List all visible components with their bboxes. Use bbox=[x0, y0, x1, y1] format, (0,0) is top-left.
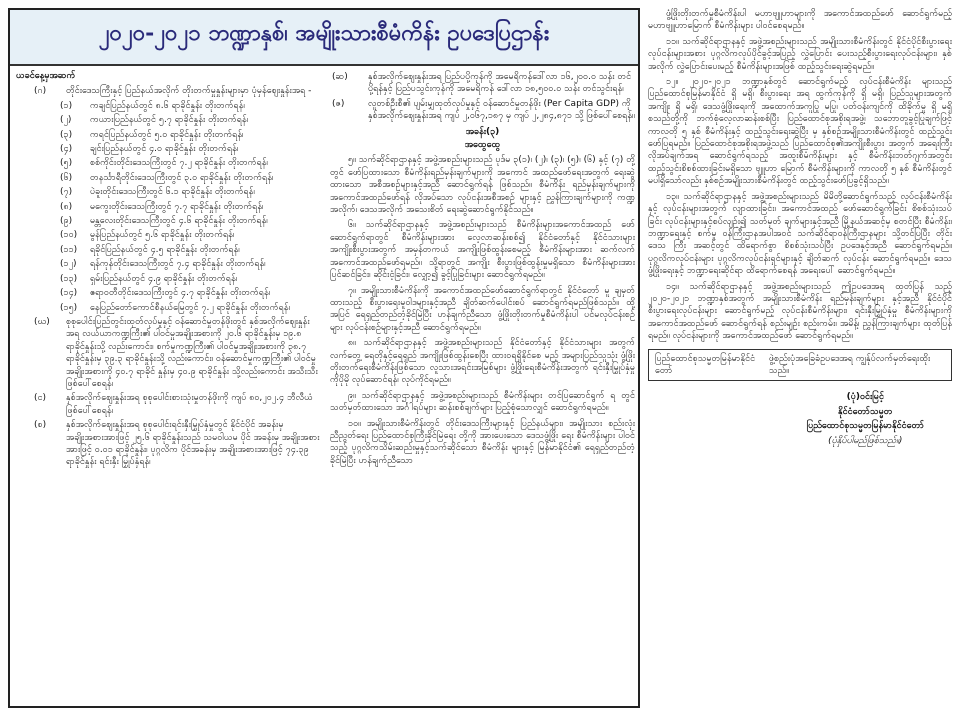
item-text: နှစ်အလိုက်ဈေးနှုန်းအရ စုစုပေါင်းစားသုံးမှုတန်ဖိုးကို ကျပ် ၈၀,၂၀၂.၄ ဘီလီယံ ဖြစ်ပေါ်စေရန်၊ bbox=[66, 393, 313, 416]
item-number: (၆) bbox=[60, 172, 73, 183]
column-right bbox=[648, 8, 952, 708]
item-number: (င) bbox=[34, 393, 47, 404]
item-number: (၃) bbox=[60, 129, 73, 140]
item-number: (၁၀) bbox=[60, 230, 78, 241]
list-item bbox=[16, 302, 321, 314]
item-text: နှစ်အလိုက်ဈေးနှုန်းအရ စုစုပေါင်းရင်းနှီးမြှုပ်နှံမှုတွင် နိုင်ငံပိုင် အခန်းမှ အချိုးအစားအားဖြင့် ၂၅.၆ ရာခိုင်နှုန်းသည် သမဝါယမ ပိုင် အခန်းမှ အချိုးအစားအားဖြင့် ၀.၀၁ ရာခိုင်နှုန်း၊ ပုဂ္ဂလိက ပိုင်အခန်းမှ အချိုးအစားအားဖြင့် ၇၄.၃၉ ရာခိုင်နှုန်း ရင်းနှီး မြှုပ်နှံရန်၊ bbox=[66, 420, 320, 468]
item-number: (၈) bbox=[60, 201, 73, 212]
list-item bbox=[16, 316, 321, 390]
paragraph: ၈။ သက်ဆိုင်ရာဌာနနှင့် အဖွဲ့အစည်းများသည် နိုင်ငံတော်နှင့် နိုင်ငံသားများ အတွက် လက်တွေ့ ရေတိုနှင့်ရေရှည် အကျိုးဖြစ်ထွန်းစေပြီး ထားဝရရှိနိုင်စေ မည့် အများပြည်သူသုံး ဖွံ့ဖြိုးတိုးတက်ရေးစီမံကိန်းဖြစ်သော လူသားအရင်းအမြစ်များ ဖွံ့ဖြိုးရေးစီမံကိန်းအတွက် ရင်းနှီးမြှုပ်နှံမှုကိုပိုမို လုပ်ဆောင်ရန်၊ လုပ်ကိုင်ရမည်။ bbox=[330, 338, 635, 386]
list-item bbox=[16, 244, 321, 256]
item-number: (၁၅) bbox=[60, 302, 78, 313]
section-items-middle bbox=[330, 71, 635, 123]
list-item bbox=[16, 172, 321, 184]
item-number: (စ) bbox=[34, 420, 47, 431]
list-item bbox=[330, 98, 635, 123]
item-number: (၇) bbox=[60, 187, 73, 198]
chapter-title: အထွေထွေ bbox=[464, 140, 501, 151]
list-item bbox=[16, 392, 321, 417]
list-item bbox=[16, 114, 321, 126]
paragraph: ၆။ သက်ဆိုင်ရာဌာနနှင့် အဖွဲ့အစည်းများသည် စီမံကိန်းများအကောင်အထည် ဖော်ဆောင်ရွက်ရာတွင် စီမံကိန်းများအား လေ့လာဆန်းစစ်၍ နိုင်ငံတော်နှင့် နိုင်ငံသားများ အကျိုးစီးပွားအတွက် အမှန်တကယ် အကျိုးဖြစ်ထွန်းစေမည့် စီမံကိန်းများအား ဆက်လက်အကောင်အထည်ဖော်ရမည်။ သို့ရာတွင် အကျိုး စီးပွားဖြစ်ထွန်းမှုမရှိသော စီမံကိန်းများအား ပြင်ဆင်ခြင်း၊ ဆိုင်းငံ့ခြင်း၊ လျှော့၍ ခွင့်ပြုခြင်းများ ဆောင်ရွက်ရမည်။ bbox=[330, 220, 635, 281]
signature-block bbox=[648, 387, 952, 451]
paragraph: ၁၃။ သက်ဆိုင်ရာဌာနနှင့် အဖွဲ့အစည်းများသည် မိမိတို့ဆောင်ရွက်သည့် လုပ်ငန်းစီမံကိန်းနှင့် လုပ်ငန်းများအတွက် လျာထားခြင်း၊ အကောင်အထည် ဖော်ဆောင်ရွက်ခြင်း စိစစ်သုံးသပ်ခြင်း လုပ်ငန်းများနှင့်စပ်လျဉ်း၍ သတ်မှတ် ချက်များနှင့်အညီ မြို့နယ်အဆင့်မှ စတင်ပြီး စီမံကိန်း၊ ဘဏ္ဍာရေးနှင့် စက်မှု ဝန်ကြီးဌာနအပါအဝင် သက်ဆိုင်ရာဝန်ကြီးဌာနများ သို့တင်ပြပြီး တိုင်းဒေသ ကြီး အဆင့်တွင် ထိရောက်စွာ စိစစ်သုံးသပ်ပြီး ဥပဒေနှင့်အညီ ဆောင်ရွက်ရမည်။ ပုဂ္ဂလိကလုပ်ငန်းများ ပုဂ္ဂလိကလုပ်ငန်းရှင်များနှင့် ချိတ်ဆက် လုပ်ငန်း ဆောင်ရွက်ရမည်။ ဒေသဖွံ့ဖြိုးရေးနှင့် ဘဏ္ဍာရေးဆိုင်ရာ ထိရောက်စေရန် အရေးပေါ် ဆောင်ရွက်ရမည်။ bbox=[648, 191, 952, 277]
chapter-heading: အခန်း(၃) bbox=[465, 126, 500, 137]
item-number: (၅) bbox=[60, 158, 73, 169]
item-text: မွန်ပြည်နယ်တွင် ၅.၆ ရာခိုင်နှုန်း တိုးတက်ရန်၊ bbox=[90, 230, 235, 241]
item-text: မန္တလေးတိုင်းဒေသကြီးတွင် ၄.၆ ရာခိုင်နှုန်း တိုးတက်ရန်၊ bbox=[90, 216, 268, 227]
item-text: နေပြည်တော်ကောင်စီနယ်မြေတွင် ၇.၂ ရာခိုင်နှုန်း တိုးတက်ရန်၊ bbox=[90, 302, 290, 313]
item-text: လူတစ်ဦးစီ၏ ပျမ်းမျှထုတ်လုပ်မှုနှင့် ဝန်ဆောင်မှုတန်ဖိုး (Per Capita GDP) ကို နှစ်အလိုက်ဈေးနှုန်းအရ ကျပ် ၂,၀၆၇,၁၈၇ မှ ကျပ် ၂,၂၈၄,၈၇၁ သို့ ဖြစ်ပေါ်စေရန်။ bbox=[368, 98, 635, 122]
list-item bbox=[16, 258, 321, 270]
item-text: ချင်းပြည်နယ်တွင် ၄.၀ ရာခိုင်နှုန်း တိုးတက်ရန်၊ bbox=[90, 144, 239, 155]
signature-notice bbox=[648, 349, 952, 382]
item-text: ရှမ်းပြည်နယ်တွင် ၄.၉ ရာခိုင်နှုန်း တိုးတက်ရန်၊ bbox=[90, 273, 238, 284]
section-items-left bbox=[16, 85, 321, 468]
signer-note: (ပုံနှိပ်ပါမည်ဖြစ်သည်။) bbox=[828, 435, 903, 446]
item-text: ကယားပြည်နယ်တွင် ၅.၇ ရာခိုင်နှုန်း တိုးတက်ရန်၊ bbox=[90, 115, 248, 126]
list-item bbox=[16, 129, 321, 141]
title-rule bbox=[10, 64, 638, 66]
item-text: ရန်ကုန်တိုင်းဒေသကြီးတွင် ၇.၄ ရာခိုင်နှုန်း တိုးတက်ရန်၊ bbox=[90, 259, 266, 270]
list-item bbox=[16, 201, 321, 213]
item-text: စစ်ကိုင်းတိုင်းဒေသကြီးတွင် ၇.၂ ရာခိုင်နှုန်း တိုးတက်ရန်၊ bbox=[90, 158, 268, 169]
list-item bbox=[16, 85, 321, 97]
continued-label: ယခင်နေ့မှအဆက် bbox=[16, 71, 76, 81]
list-item bbox=[16, 143, 321, 155]
item-number: (၁) bbox=[60, 100, 73, 111]
signer-role: နိုင်ငံတော်သမ္မတ bbox=[837, 406, 893, 417]
item-number: (ဃ) bbox=[34, 316, 50, 327]
item-number: (၁၂) bbox=[60, 259, 77, 270]
list-item bbox=[16, 100, 321, 112]
column-left bbox=[16, 70, 321, 702]
item-text: ကရင်ပြည်နယ်တွင် ၅.၀ ရာခိုင်နှုန်း တိုးတက်ရန်၊ bbox=[90, 129, 244, 140]
item-text: မကွေးတိုင်းဒေသကြီးတွင် ၇.၇ ရာခိုင်နှုန်း တိုးတက်ရန်၊ bbox=[90, 201, 264, 212]
paragraph: ၁၂။ ၂၀၂၀-၂၀၂၁ ဘဏ္ဍာနှစ်တွင် ဆောင်ရွက်မည့် လုပ်ငန်းစီမံကိန်း များသည် ပြည်ထောင်စုမြန်မာနိုင်ငံ ရှိ မရှိ၊ စီးပွားရေး အရ ထွက်ကုန်ကို ရှိ မရှိ၊ ပြည်သူများအတွက် အကျိုး ရှိ မရှိ၊ ဒေသဖွံ့ဖြိုးရေးကို အထောက်အကူပြု မပြု၊ ပတ်ဝန်းကျင်ကို ထိခိုက်မှု ရှိ မရှိ စသည်တို့ကို ဘက်စုံလေ့လာဆန်းစစ်ပြီး ပြည်ထောင်စုအစိုးရအဖွဲ့၊ သဘောတူခွင့်ပြုချက်ဖြင့် ကာလတို ၅ နှစ် စီမံကိန်းနှင့် ထည့်သွင်းရေးဆွဲပြီး မှ နှစ်စဉ်အမျိုးသားစီမံကိန်းတွင် ထည့်သွင်း ဖော်ပြရမည်။ ပြည်ထောင်စုအစိုးရအဖွဲ့သည် ပြည်ထောင်စု၏အကျိုးစီးပွား အတွက် အရေးကြီးလိုအပ်ချက်အရ ဆောင်ရွက်ရသည့် အထူးစီမံကိန်းများ နှင့် စီမံကိန်းဘတ်ဂျက်အတွင်း ထည့်သွင်းစိစစ်ထားခြင်းမရှိသော ဗျူဟာ မြောက် စီမံကိန်းများကို ကာလတို ၅ နှစ် စီမံကိန်းတွင် မပါရှိသော်လည်း နှစ်စဉ်အမျိုးသားစီမံကိန်းတွင် ထည့်သွင်းဖော်ပြခွင့်ရှိသည်။ bbox=[648, 77, 952, 187]
paragraph: ၁၀။ အမျိုးသားစီမံကိန်းတွင် တိုင်းဒေသကြီးများနှင့် ပြည်နယ်များ၊ အမျိုးသား စည်းလုံးညီညွတ်ရေး ပြည်ထောင်စုကြီးခိုင်မြဲရေး တို့ကို အားပေးသော ဒေသဖွံ့ဖြိုး ရေး စီမံကိန်းများ ပါဝင်သည့် ပုဂ္ဂလိကသိမ်းဆည်းမှုနှင့်သက်ဆိုင်သော စီမံကိန်း များနှင့် မြန်မာနိုင်ငံ၏ ရေရှည်တည်တံ့ခိုင်မြဲပြီး ဟန်ချက်ညီသော bbox=[330, 418, 635, 466]
item-number: (ဇ) bbox=[332, 98, 345, 109]
item-number: (၁၄) bbox=[60, 288, 78, 299]
item-number: (၉) bbox=[60, 216, 73, 227]
list-item bbox=[16, 157, 321, 169]
paragraph: ၅။ သက်ဆိုင်ရာဌာနနှင့် အဖွဲ့အစည်းများသည် ပုဒ်မ ၃(၁)၊ (၂)၊ (၃)၊ (၅)၊ (၆) နှင့် (၇) တို့တွင် ဖော်ပြထားသော စီမံကိန်းရည်မှန်းချက်များကို အကောင် အထည်ဖော်ရေးအတွက် ရေးဆွဲထားသော အစီအစဉ်များနှင့်အညီ ဆောင်ရွက်ရန် ဖြစ်သည်။ စီမံကိန်း ရည်မှန်းချက်များကို အကောင်အထည်ဖော်ရန် လိုအပ်သော လုပ်ငန်းအစီအစဉ် များနှင့် ညွှန်ကြားချက်များကို ကဏ္ဍအလိုက်၊ ဒေသအလိုက် အသေးစိတ် ရေးဆွဲဆောင်ရွက်နိုင်သည်။ bbox=[330, 155, 635, 216]
item-text: စုစုပေါင်းပြည်တွင်းထုတ်လုပ်မှုနှင့် ဝန်ဆောင်မှုတန်ဖိုးတွင် နှစ်အလိုက်ဈေးနှုန်းအရ လယ်ယာကဏ္ဍကြီး၏ ပါဝင်မှုအချိုးအစားကို ၂၀.၆ ရာခိုင်နှုန်းမှ ၁၉.၈ ရာခိုင်နှုန်းသို့ လည်းကောင်း၊ စက်မှုကဏ္ဍကြီး၏ ပါဝင်မှုအချိုးအစားကို ၃၈.၇ ရာခိုင်နှုန်းမှ ၃၉.၃ ရာခိုင်နှုန်းသို့ လည်းကောင်း၊ ဝန်ဆောင်မှုကဏ္ဍကြီး၏ ပါဝင်မှုအချိုးအစားကို ၄၀.၇ ရာခိုင် နှုန်းမှ ၄၀.၉ ရာခိုင်နှုန်း သို့လည်းကောင်း အသီးသီးဖြစ်ပေါ်စေရန်၊ bbox=[66, 316, 318, 389]
list-item bbox=[16, 419, 321, 469]
item-text: ပဲခူးတိုင်းဒေသကြီးတွင် ၆.၁ ရာခိုင်နှုန်း တိုးတက်ရန်၊ bbox=[90, 187, 255, 198]
item-text: ရခိုင်ပြည်နယ်တွင် ၄.၅ ရာခိုင်နှုန်း တိုးတက်ရန်၊ bbox=[90, 244, 240, 255]
article-title: ၂၀၂၀-၂၀၂၁ ဘဏ္ဍာနှစ်၊ အမျိုးသားစီမံကိန်း ဥပဒေပြဌာန်း bbox=[98, 20, 550, 46]
list-item bbox=[16, 215, 321, 227]
paragraph: ၁၁။ သက်ဆိုင်ရာဌာနနှင့် အဖွဲ့အစည်းများသည် အမျိုးသားစီမံကိန်းတွင် နိုင်ငံပိုင်စီးပွားရေးလုပ်ငန်းများအစား ပုဂ္ဂလိကလုပ်ပိုင်ခွင့်အပြည့် လွှဲပြောင်း ပေးသည့်စီးပွားရေးလုပ်ငန်းများ၊ နှစ်အလိုက် လွှဲပြောင်းပေးမည့် စီမံကိန်းများအဖြစ် ထည့်သွင်းရေးဆွဲရမည်။ bbox=[648, 36, 952, 72]
item-text: နှစ်အလိုက်ဈေးနှုန်းအရ ပြည်ပပို့ကုန်ကို အမေရိကန်ဒေါ်လာ ၁၆,၂၀၀.၀ သန်း တင်ပို့ရန်နှင့် ပြည်ပသွင်းကုန်ကို အမေရိကန် ဒေါ်လာ ၁၈,၅၀၀.၀ သန်း တင်သွင်းရန်၊ bbox=[368, 72, 632, 95]
signer-country: ပြည်ထောင်စုသမ္မတမြန်မာနိုင်ငံတော် bbox=[806, 421, 924, 432]
paragraphs-middle bbox=[330, 154, 635, 467]
item-number: (၄) bbox=[60, 144, 73, 155]
item-number: (ဆ) bbox=[332, 72, 348, 82]
item-number: (ဂ) bbox=[34, 86, 47, 97]
column-middle bbox=[330, 70, 635, 702]
paragraph: ၇။ အမျိုးသားစီမံကိန်းကို အကောင်အထည်ဖော်ဆောင်ရွက်ရာတွင် နိုင်ငံတော် မူ ချမှတ်ထားသည့် စီးပွားရေးမူဝါဒများနှင့်အညီ ချိတ်ဆက်ပေါင်းစပ် ဆောင်ရွက်ရမည်ဖြစ်သည်။ ထို့အပြင် ရေရှည်တည်တံ့ခိုင်မြဲပြီး ဟန်ချက်ညီသော ဖွံ့ဖြိုးတိုးတက်မှုစီမံကိန်းပါ ပင်မလုပ်ငန်းစဉ်များ လုပ်ငန်းစဉ်များနှင့်အညီ ဆောင်ရွက်ရမည်။ bbox=[330, 285, 635, 333]
paragraphs-right bbox=[648, 8, 952, 343]
paragraph: ၉။ သက်ဆိုင်ရာဌာနနှင့် အဖွဲ့အစည်းများသည် စီမံကိန်းများ တင်ပြဆောင်ရွက် ရ တွင် သတ်မှတ်ထားသော အင်္ဂါရပ်များ ဆန်းစစ်ချက်များ ပြည့်စုံသောလျှင် ဆောင်ရွက်ရမည်။ bbox=[330, 390, 635, 414]
list-item bbox=[16, 287, 321, 299]
notice-left: ပြည်ထောင်စုသမ္မတမြန်မာနိုင်ငံတော် bbox=[655, 353, 756, 376]
list-item bbox=[330, 71, 635, 96]
item-text: ကချင်ပြည်နယ်တွင် ၈.၆ ရာခိုင်နှုန်း တိုးတက်ရန်၊ bbox=[90, 100, 245, 111]
paragraph: ဖွံ့ဖြိုးတိုးတက်မှုစီမံကိန်းပါ မဟာဗျူဟာများကို အကောင်အထည်ဖော် ဆောင်ရွက်မည့် မဟာဗျူဟာမြောက် စီမံကိန်းများ ပါဝင်စေရမည်။ bbox=[648, 9, 952, 32]
item-text: ဧရာဝတီတိုင်းဒေသကြီးတွင် ၄.၇ ရာခိုင်နှုန်း တိုးတက်ရန်၊ bbox=[90, 288, 271, 299]
notice-right: ဖွဲ့စည်းပုံအခြေခံဥပဒေအရ ကျွန်ုပ်လက်မှတ်ရေးထိုးသည်။ bbox=[768, 353, 931, 376]
list-item bbox=[16, 273, 321, 285]
item-number: (၂) bbox=[60, 115, 72, 126]
item-text: တနင်္သာရီတိုင်းဒေသကြီးတွင် ၃.၀ ရာခိုင်နှုန်း တိုးတက်ရန်၊ bbox=[90, 172, 274, 183]
item-text: တိုင်းဒေသကြီးနှင့် ပြည်နယ်အလိုက် တိုးတက်မှုနှုန်းများမှာ ပုံမှန်ဈေးနှုန်းအရ - bbox=[66, 86, 312, 97]
item-number: (၁၃) bbox=[60, 273, 78, 284]
list-item bbox=[16, 186, 321, 198]
signer-name: (ပုံ)ဝင်းမြင့် bbox=[846, 392, 884, 403]
paragraph: ၁၄။ သက်ဆိုင်ရာဌာနနှင့် အဖွဲ့အစည်းများသည် ဤဥပဒေအရ ထုတ်ပြန် သည့် ၂၀၂၀-၂၀၂၁ ဘဏ္ဍာနှစ်အတွက် အမျိုးသားစီမံကိန်း ရည်မှန်းချက်များ နှင့်အညီ နိုင်ငံပိုင်စီးပွားရေးလုပ်ငန်းများ ဆောင်ရွက်မည့် လုပ်ငန်းစီမံကိန်းများ၊ ရင်းနှီးမြှုပ်နှံမှု စီမံကိန်းများကို အကောင်အထည်ဖော် ဆောင်ရွက်ရန် စည်းမျဉ်း စည်းကမ်း၊ အမိန့်၊ ညွှန်ကြားချက်များ ထုတ်ပြန်ရမည်။ လုပ်ငန်းများကို အကောင်အထည်ဖော် ဆောင်ရွက်ရမည်။ bbox=[648, 281, 952, 342]
item-number: (၁၁) bbox=[60, 244, 78, 255]
list-item bbox=[16, 229, 321, 241]
